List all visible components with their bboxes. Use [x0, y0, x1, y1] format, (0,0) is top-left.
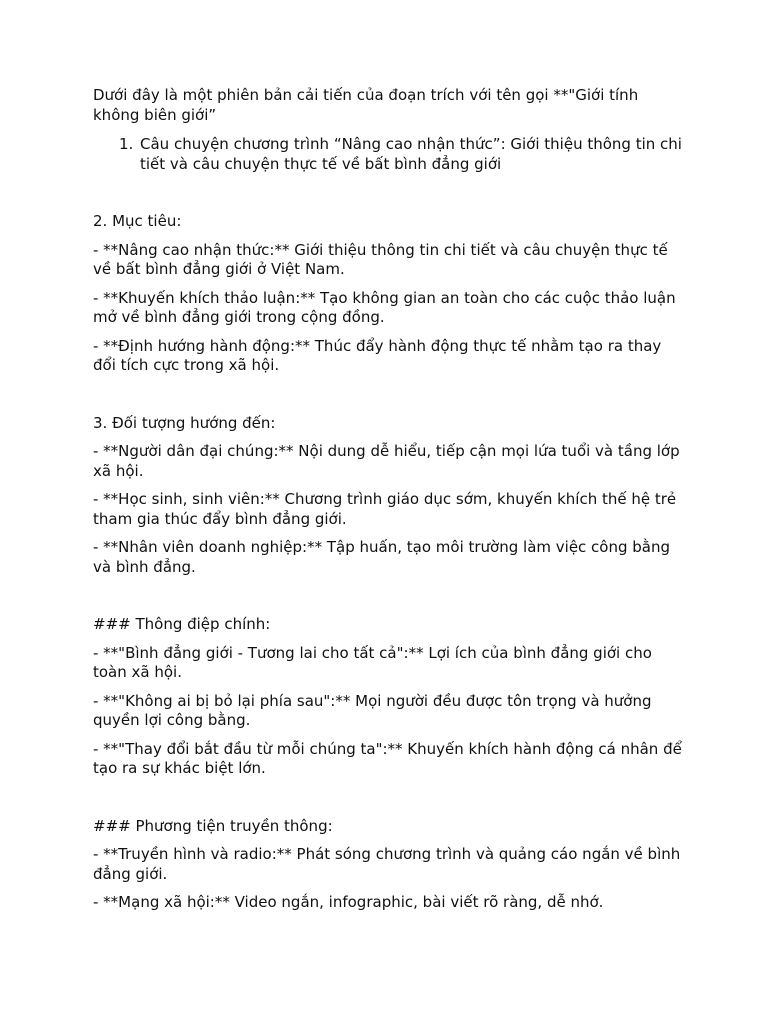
section-goals: [93, 212, 683, 376]
section-heading: ### Phương tiện truyền thông:: [93, 816, 333, 835]
document-page: [93, 86, 683, 922]
bullet-item: - **Học sinh, sinh viên:** Chương trình giáo dục sớm, khuyến khích thế hệ trẻ tham gia thúc đẩy bình đẳng giới.: [93, 490, 677, 528]
section-media: [93, 817, 683, 913]
bullet-item: - **Khuyến khích thảo luận:** Tạo không gian an toàn cho các cuộc thảo luận mở về bình đẳng giới trong cộng đồng.: [93, 288, 676, 326]
bullet-item: - **Người dân đại chúng:** Nội dung dễ hiểu, tiếp cận mọi lứa tuổi và tầng lớp xã hội.: [93, 442, 680, 480]
bullet-item: - **"Không ai bị bỏ lại phía sau":** Mọi người đều được tôn trọng và hưởng quyền lợi công bằng.: [93, 691, 652, 729]
bullet-item: - **Truyền hình và radio:** Phát sóng chương trình và quảng cáo ngắn về bình đẳng giới.: [93, 845, 681, 883]
numbered-item-1: [93, 135, 683, 174]
intro-paragraph: Dưới đây là một phiên bản cải tiến của đoạn trích với tên gọi **"Giới tính không biên giới”: [93, 86, 639, 124]
section-heading: ### Thông điệp chính:: [93, 615, 271, 633]
section-heading: 2. Mục tiêu:: [93, 212, 182, 230]
section-key-messages: [93, 615, 683, 779]
bullet-item: - **"Bình đẳng giới - Tương lai cho tất cả":** Lợi ích của bình đẳng giới cho toàn xã hội.: [93, 643, 652, 681]
bullet-item: - **"Thay đổi bắt đầu từ mỗi chúng ta":** Khuyến khích hành động cá nhân để tạo ra sự khác biệt lớn.: [93, 739, 682, 777]
bullet-item: - **Mạng xã hội:** Video ngắn, infographic, bài viết rõ ràng, dễ nhớ.: [93, 893, 604, 911]
section-heading: 3. Đối tượng hướng đến:: [93, 413, 276, 432]
bullet-item: - **Định hướng hành động:** Thúc đẩy hành động thực tế nhằm tạo ra thay đổi tích cực trong xã hội.: [93, 336, 662, 374]
section-audience: [93, 414, 683, 578]
bullet-item: - **Nhân viên doanh nghiệp:** Tập huấn, tạo môi trường làm việc công bằng và bình đẳng.: [93, 538, 671, 576]
list-item-text: Câu chuyện chương trình “Nâng cao nhận thức”: Giới thiệu thông tin chi tiết và câu chuyện thực tế về bất bình đẳng giới: [140, 135, 682, 173]
list-number: 1.: [119, 135, 134, 153]
bullet-item: - **Nâng cao nhận thức:** Giới thiệu thông tin chi tiết và câu chuyện thực tế về bất bình đẳng giới ở Việt Nam.: [93, 240, 668, 278]
